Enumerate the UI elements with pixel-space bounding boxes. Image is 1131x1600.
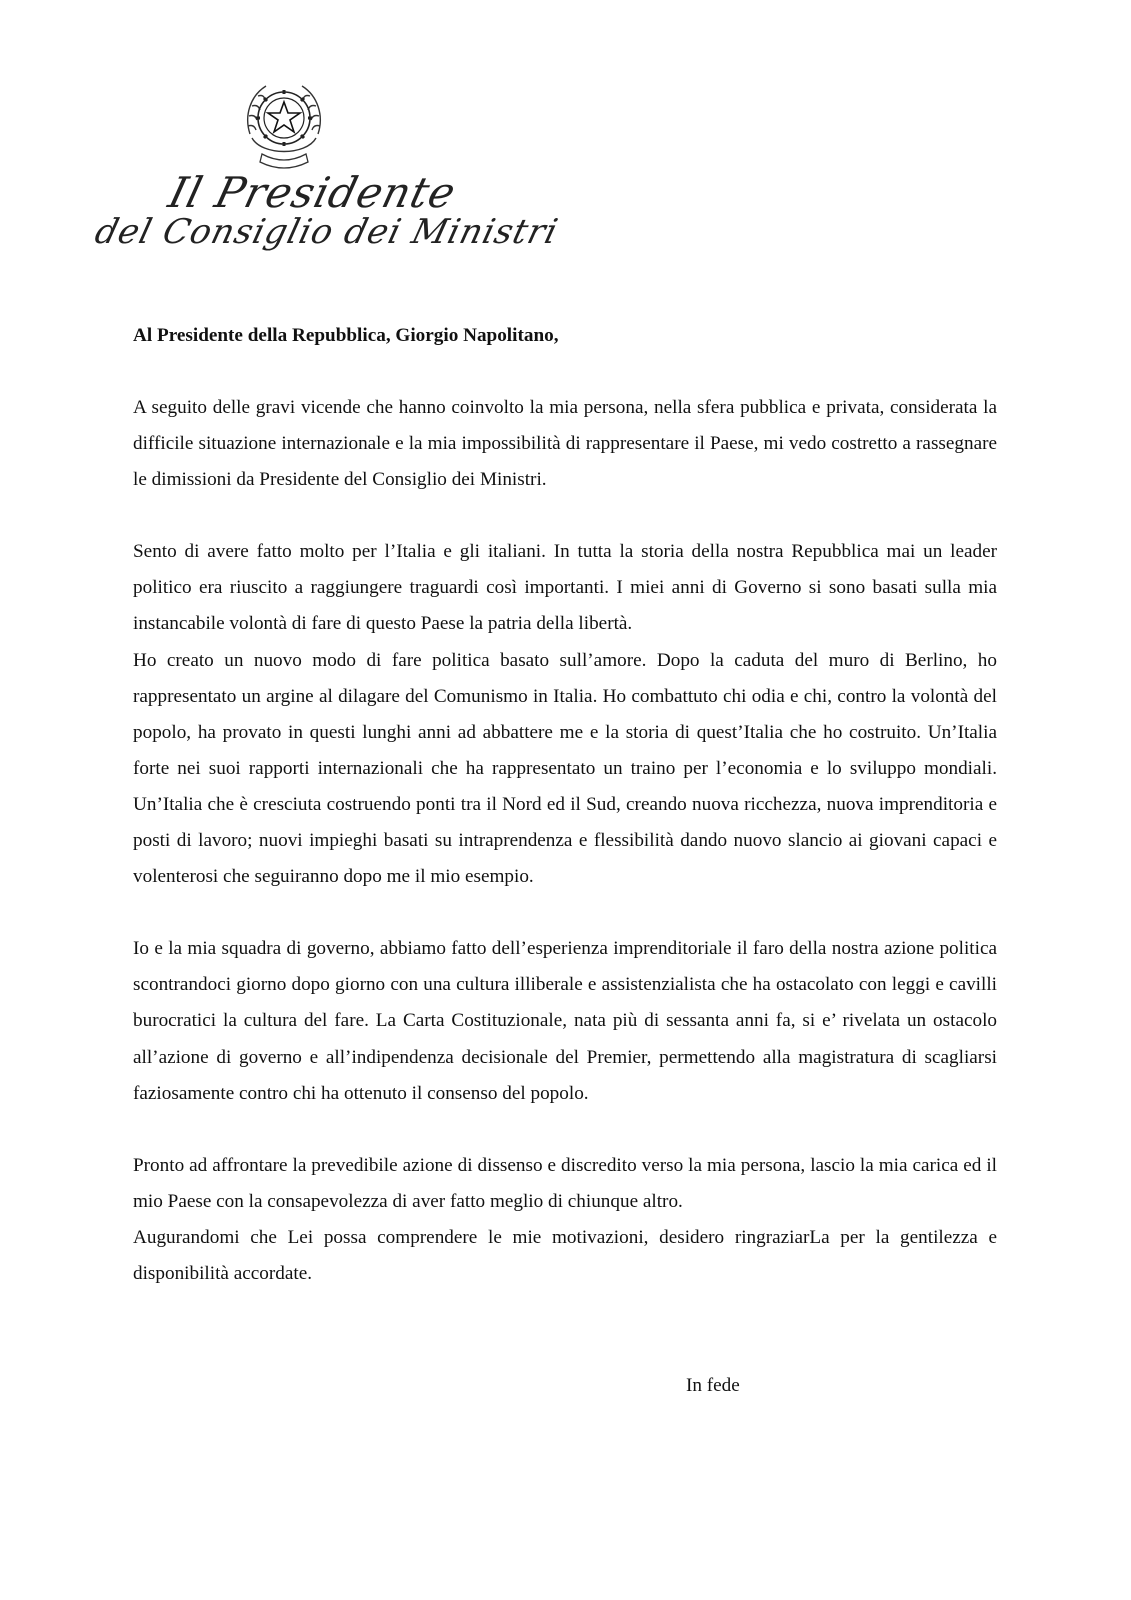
spacer	[133, 498, 997, 534]
letterhead-title-line2: del Consiglio dei Ministri	[91, 212, 563, 252]
letter-body	[133, 318, 997, 1292]
emblem-of-italy-icon	[236, 76, 332, 176]
letter-paragraph-3: Ho creato un nuovo modo di fare politica basato sull’amore. Dopo la caduta del muro di Berlino, ho rappresentato un argine al dilagare del Comunismo in Italia. Ho combattuto chi odia e chi, contro la volontà del popolo, ha provato in questi lunghi anni ad abbattere me e la storia di quest’Italia che ho costruito. Un’Italia forte nei suoi rapporti internazionali che ha rappresentato un traino per l’economia e lo sviluppo mondiali. Un’Italia che è cresciuta costruendo ponti tra il Nord ed il Sud, creando nuova ricchezza, nuova imprenditoria e posti di lavoro; nuovi impieghi basati su intraprendenza e flessibilità dando nuovo slancio ai giovani capaci e volenterosi che seguiranno dopo me il mio esempio.	[133, 649, 997, 888]
letter-paragraph-2: Sento di avere fatto molto per l’Italia e gli italiani. In tutta la storia della nostra Repubblica mai un leader politico era riuscito a raggiungere traguardi così importanti. I miei anni di Governo si sono basati sulla mia instancabile volontà di fare di questo Paese la patria della libertà.	[133, 541, 997, 635]
letterhead	[91, 76, 563, 266]
letter-closing: In fede	[686, 1375, 740, 1396]
letter-paragraph-1: A seguito delle gravi vicende che hanno coinvolto la mia persona, nella sfera pubblica e privata, considerata la difficile situazione internazionale e la mia impossibilità di rappresentare il Paese, mi vedo costretto a rassegnare le dimissioni da Presidente del Consiglio dei Ministri.	[133, 397, 997, 491]
spacer	[133, 1112, 997, 1148]
spacer	[133, 895, 997, 931]
letterhead-title-line1: Il Presidente	[163, 168, 462, 217]
spacer	[133, 354, 997, 390]
letter-paragraph-5: Pronto ad affrontare la prevedibile azione di dissenso e discredito verso la mia persona, lascio la mia carica ed il mio Paese con la consapevolezza di aver fatto meglio di chiunque altro.	[133, 1154, 997, 1212]
letter-paragraph-6: Augurandomi che Lei possa comprendere le mie motivazioni, desidero ringraziarLa per la gentilezza e disponibilità accordate.	[133, 1226, 997, 1284]
letter-addressee: Al Presidente della Repubblica, Giorgio Napolitano,	[133, 325, 559, 346]
letter-paragraph-4: Io e la mia squadra di governo, abbiamo fatto dell’esperienza imprenditoriale il faro della nostra azione politica scontrandoci giorno dopo giorno con una cultura illiberale e assistenzialista che ha ostacolato con leggi e cavilli burocratici la cultura del fare. La Carta Costituzionale, nata più di sessanta anni fa, si e’ rivelata un ostacolo all’azione di governo e all’indipendenza decisionale del Premier, permettendo alla magistratura di scagliarsi faziosamente contro chi ha ottenuto il consenso del popolo.	[133, 938, 997, 1104]
